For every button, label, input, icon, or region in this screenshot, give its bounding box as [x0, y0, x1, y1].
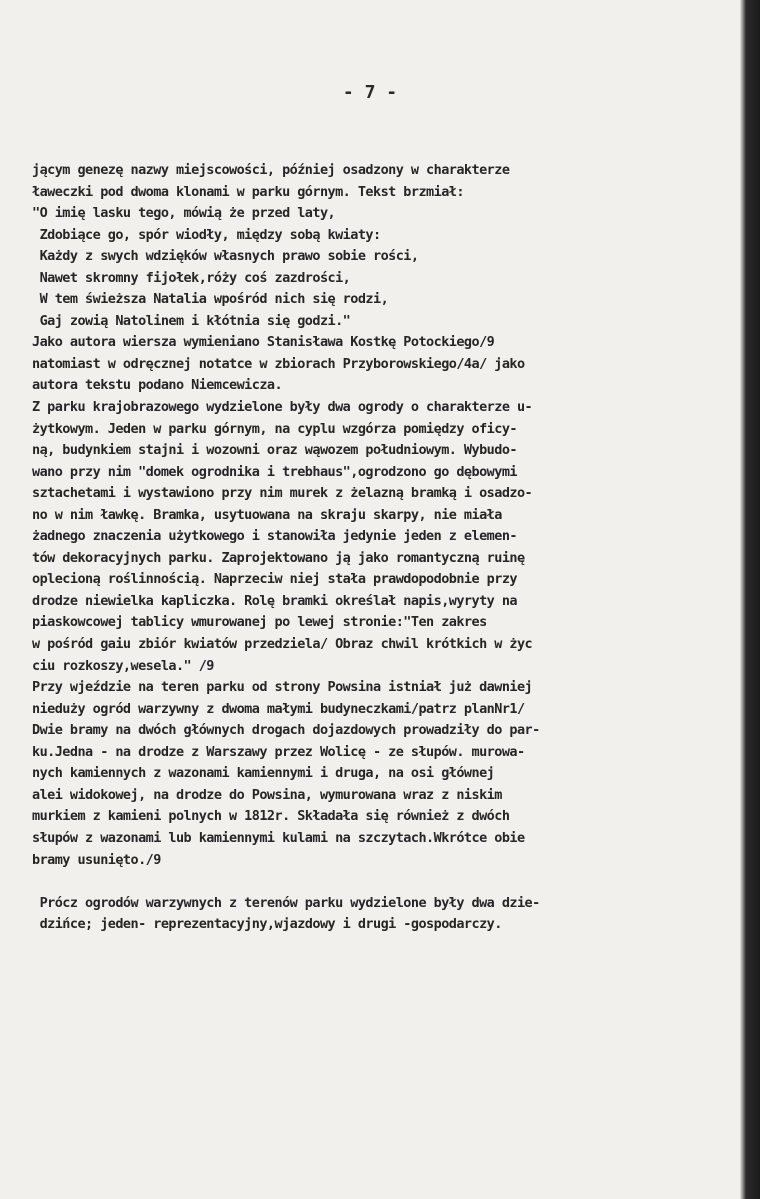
text-line: ławeczki pod dwoma klonami w parku górnym. Tekst brzmiał:: [32, 183, 464, 200]
text-line: Każdy z swych wdzięków własnych prawo sobie rości,: [32, 248, 419, 265]
text-line: ku.Jedna - na drodze z Warszawy przez Wolicę - ze słupów. murowa-: [32, 743, 525, 760]
text-line: [32, 871, 734, 893]
text-line: ciu rozkoszy,wesela." /9: [32, 657, 214, 674]
text-line: natomiast w odręcznej notatce w zbiorach Przyborowskiego/4a/ jako: [32, 355, 525, 372]
text-line: oplecioną roślinnością. Naprzeciw niej stała prawdopodobnie przy: [32, 571, 517, 588]
text-line: Gaj zowią Natolinem i kłótnia się godzi.": [32, 312, 351, 329]
text-line: "O imię lasku tego, mówią że przed laty,: [32, 205, 336, 222]
text-line: alei widokowej, na drodze do Powsina, wymurowana wraz z niskim: [32, 786, 502, 803]
scan-edge: [740, 0, 760, 1199]
text-line: autora tekstu podano Niemcewicza.: [32, 377, 283, 394]
text-line: Dwie bramy na dwóch głównych drogach dojazdowych prowadziły do par-: [32, 722, 540, 739]
text-line: nych kamiennych z wazonami kamiennymi i druga, na osi głównej: [32, 765, 495, 782]
text-line: tów dekoracyjnych parku. Zaprojektowano ją jako romantyczną ruinę: [32, 549, 525, 566]
text-line: murkiem z kamieni polnych w 1812r. Składała się również z dwóch: [32, 808, 510, 825]
text-line: no w nim ławkę. Bramka, usytuowana na skraju skarpy, nie miała: [32, 506, 502, 523]
text-line: w pośród gaiu zbiór kwiatów przedziela/ Obraz chwil krótkich w życ: [32, 636, 533, 653]
text-line: jącym genezę nazwy miejscowości, później osadzony w charakterze: [32, 162, 510, 178]
text-line: Jako autora wiersza wymieniano Stanisława Kostkę Potockiego/9: [32, 334, 495, 351]
page-number: - 7 -: [342, 82, 398, 103]
text-line: żadnego znaczenia użytkowego i stanowiła jedynie jeden z elemen-: [32, 528, 517, 545]
text-line: słupów z wazonami lub kamiennymi kulami na szczytach.Wkrótce obie: [32, 829, 525, 846]
text-line: Prócz ogrodów warzywnych z terenów parku wydzielone były dwa dzie-: [32, 894, 540, 911]
text-line: ną, budynkiem stajni i wozowni oraz wąwozem południowym. Wybudo-: [32, 442, 517, 459]
text-line: drodze niewielka kapliczka. Rolę bramki określał napis,wyryty na: [32, 592, 517, 609]
text-line: W tem świeższa Natalia wpośród nich się rodzi,: [32, 291, 389, 308]
text-line: Z parku krajobrazowego wydzielone były dwa ogrody o charakterze u-: [32, 399, 533, 416]
body-text: [32, 160, 734, 936]
text-line: Nawet skromny fijołek,róży coś zazdrości,: [32, 269, 351, 286]
text-line: piaskowcowej tablicy wmurowanej po lewej stronie:"Ten zakres: [32, 614, 487, 631]
text-line: dzińce; jeden- reprezentacyjny,wjazdowy i drugi -gospodarczy.: [32, 916, 502, 933]
text-line: Przy wjeździe na teren parku od strony Powsina istniał już dawniej: [32, 679, 533, 696]
text-line: nieduży ogród warzywny z dwoma małymi budyneczkami/patrz planNr1/: [32, 700, 525, 717]
text-line: wano przy nim "domek ogrodnika i trebhaus",ogrodzono go dębowymi: [32, 463, 517, 480]
text-line: żytkowym. Jeden w parku górnym, na cyplu wzgórza pomiędzy oficy-: [32, 420, 517, 437]
text-line: sztachetami i wystawiono przy nim murek z żelazną bramką i osadzo-: [32, 485, 533, 502]
text-line: bramy usunięto./9: [32, 851, 161, 868]
text-line: Zdobiące go, spór wiodły, między sobą kwiaty:: [32, 226, 381, 243]
